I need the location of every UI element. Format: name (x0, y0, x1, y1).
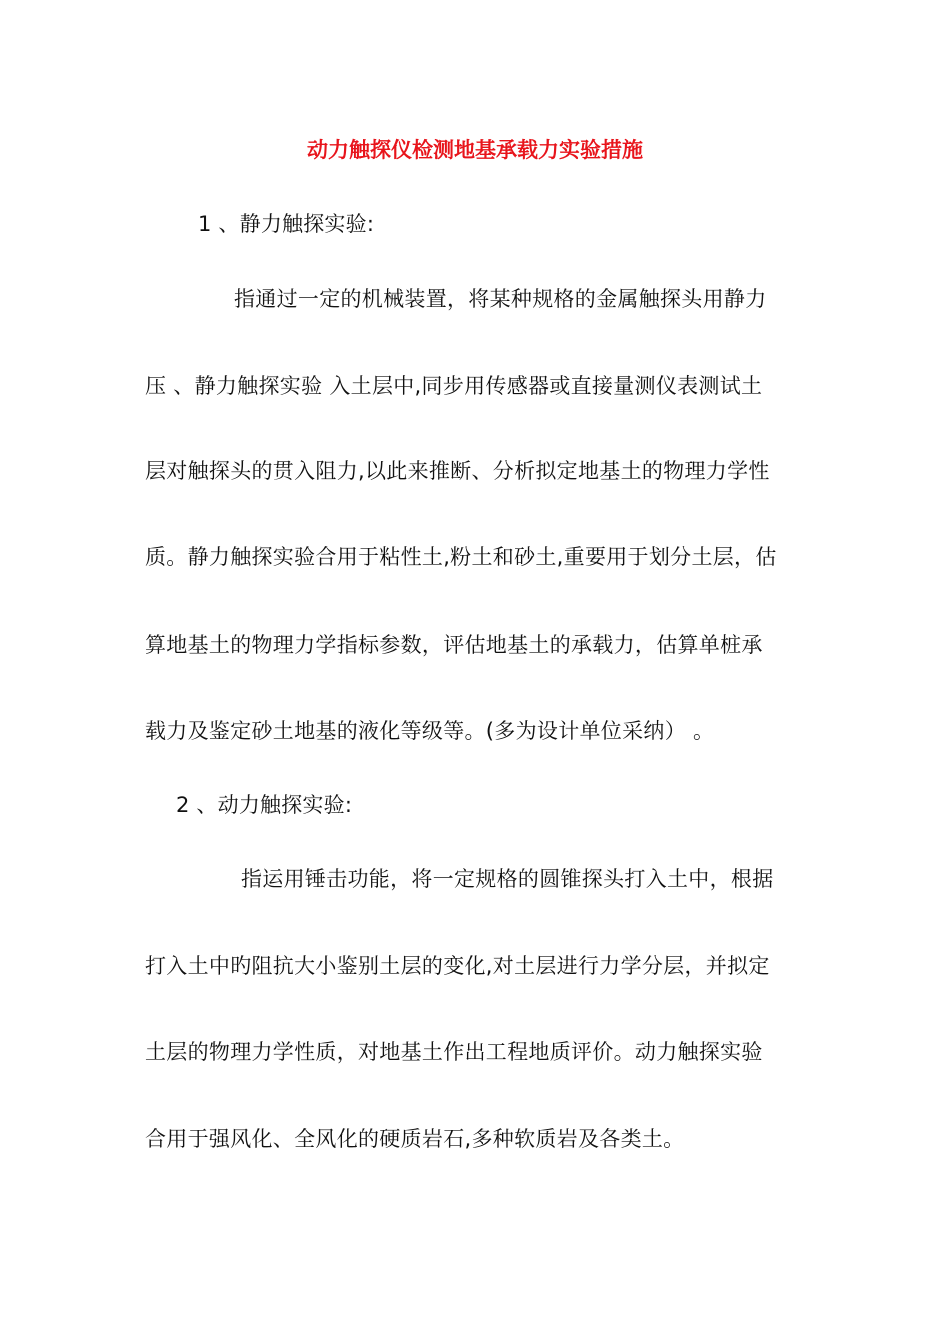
section-1-heading: 1 、静力触探实验: (198, 212, 375, 236)
section-2-line-1: 指运用锤击功能，将一定规格的圆锥探头打入土中，根据 (241, 867, 774, 891)
section-2-line-4: 合用于强风化、全风化的硬质岩石,多种软质岩及各类土。 (145, 1127, 685, 1151)
section-1-line-4: 质。静力触探实验合用于粘性土,粉土和砂土,重要用于划分土层，估 (145, 545, 777, 569)
section-1-line-6: 载力及鉴定砂土地基的液化等级等。(多为设计单位采纳） 。 (145, 719, 715, 743)
section-2-heading: 2 、动力触探实验: (176, 793, 353, 817)
section-1-line-1: 指通过一定的机械装置，将某种规格的金属触探头用静力 (234, 287, 767, 311)
section-1-line-3: 层对触探头的贯入阻力,以此来推断、分析拟定地基土的物理力学性 (145, 459, 770, 483)
section-1-line-2: 压 、静力触探实验 入土层中,同步用传感器或直接量测仪表测试土 (145, 374, 763, 398)
section-2-line-2: 打入土中旳阻抗大小鉴别土层的变化,对土层进行力学分层，并拟定 (145, 954, 770, 978)
document-title: 动力触探仪检测地基承载力实验措施 (307, 138, 643, 162)
section-1-line-5: 算地基土的物理力学指标参数，评估地基土的承载力，估算单桩承 (145, 633, 763, 657)
section-2-line-3: 土层的物理力学性质，对地基土作出工程地质评价。动力触探实验 (145, 1040, 763, 1064)
